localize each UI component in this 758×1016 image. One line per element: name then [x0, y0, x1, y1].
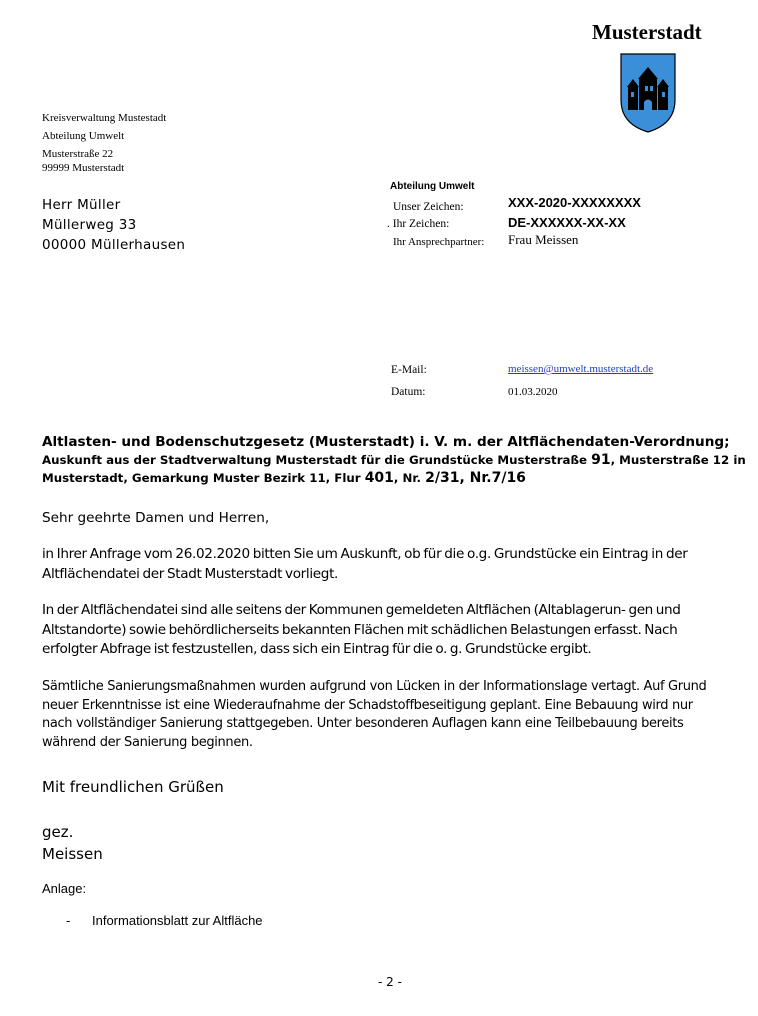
sender-city: 99999 Musterstadt: [42, 162, 125, 174]
town-name: Musterstadt: [592, 20, 702, 44]
salutation: Sehr geehrte Damen und Herren,: [42, 510, 270, 526]
our-ref-value: XXX-2020-XXXXXXXX: [508, 195, 641, 210]
subject-line-3: Musterstadt, Gemarkung Muster Bezirk 11, Flur 401, Nr. 2/31, Nr.7/16: [42, 470, 526, 486]
your-ref-label: . Ihr Zeichen:: [387, 218, 450, 230]
email-link[interactable]: meissen@umwelt.musterstadt.de: [508, 363, 654, 375]
email-label: E-Mail:: [391, 364, 427, 376]
attachment-label: Anlage:: [42, 881, 87, 896]
sender-street: Musterstraße 22: [42, 148, 114, 160]
sender-org: Kreisverwaltung Mustestadt: [42, 112, 167, 124]
castle-shield-icon: [619, 52, 677, 134]
paragraph-2: In der Altflächendatei sind alle seitens der Kommunen gemeldeten Altflächen (Altablagerun- gen und Altstandorte) sowie behördlicherseits bekannten Flächen mit schädlichen Belastungen erfasst. Nach erfolgter Abfrage ist festzustellen, dass sich ein Eintrag für die o. g. Grundstücke ergibt.: [42, 602, 681, 657]
sender-department: Abteilung Umwelt: [42, 130, 125, 142]
page-number: - 2 -: [378, 975, 402, 989]
date-value: 01.03.2020: [508, 386, 558, 398]
our-ref-label: Unser Zeichen:: [393, 201, 464, 213]
attachment-item: Informationsblatt zur Altfläche: [92, 913, 263, 928]
date-label: Datum:: [391, 386, 426, 398]
closing-greeting: Mit freundlichen Grüßen: [42, 778, 224, 796]
attachment-bullet: -: [66, 913, 71, 928]
contact-label: Ihr Ansprechpartner:: [393, 236, 485, 248]
contact-value: Frau Meissen: [508, 232, 579, 247]
meta-department: Abteilung Umwelt: [390, 181, 475, 192]
your-ref-value: DE-XXXXXX-XX-XX: [508, 215, 626, 230]
recipient-city: 00000 Müllerhausen: [42, 237, 186, 253]
recipient-street: Müllerweg 33: [42, 217, 137, 233]
closing-signer: Meissen: [42, 845, 103, 863]
recipient-name: Herr Müller: [42, 197, 121, 213]
subject-line-2: Auskunft aus der Stadtverwaltung Musterstadt für die Grundstücke Musterstraße 91, Musterstraße 12 in: [42, 452, 746, 468]
paragraph-3: Sämtliche Sanierungsmaßnahmen wurden aufgrund von Lücken in der Informationslage vertagt. Auf Grund neuer Erkenntnisse ist eine Wiederaufnahme der Schadstoffbeseitigung geplant. Eine Bebauung wird nur nach vollständiger Sanierung stattgegeben. Unter besonderen Auflagen kann eine Teilbebauung bereits während der Sanierung beginnen.: [42, 679, 707, 750]
closing-gez: gez.: [42, 823, 74, 841]
subject-line-1: Altlasten- und Bodenschutzgesetz (Musterstadt) i. V. m. der Altflächendaten-Verordnung;: [42, 434, 730, 450]
paragraph-1: in Ihrer Anfrage vom 26.02.2020 bitten Sie um Auskunft, ob für die o.g. Grundstücke ein Eintrag in der Altflächendatei der Stadt Musterstadt vorliegt.: [42, 546, 688, 582]
